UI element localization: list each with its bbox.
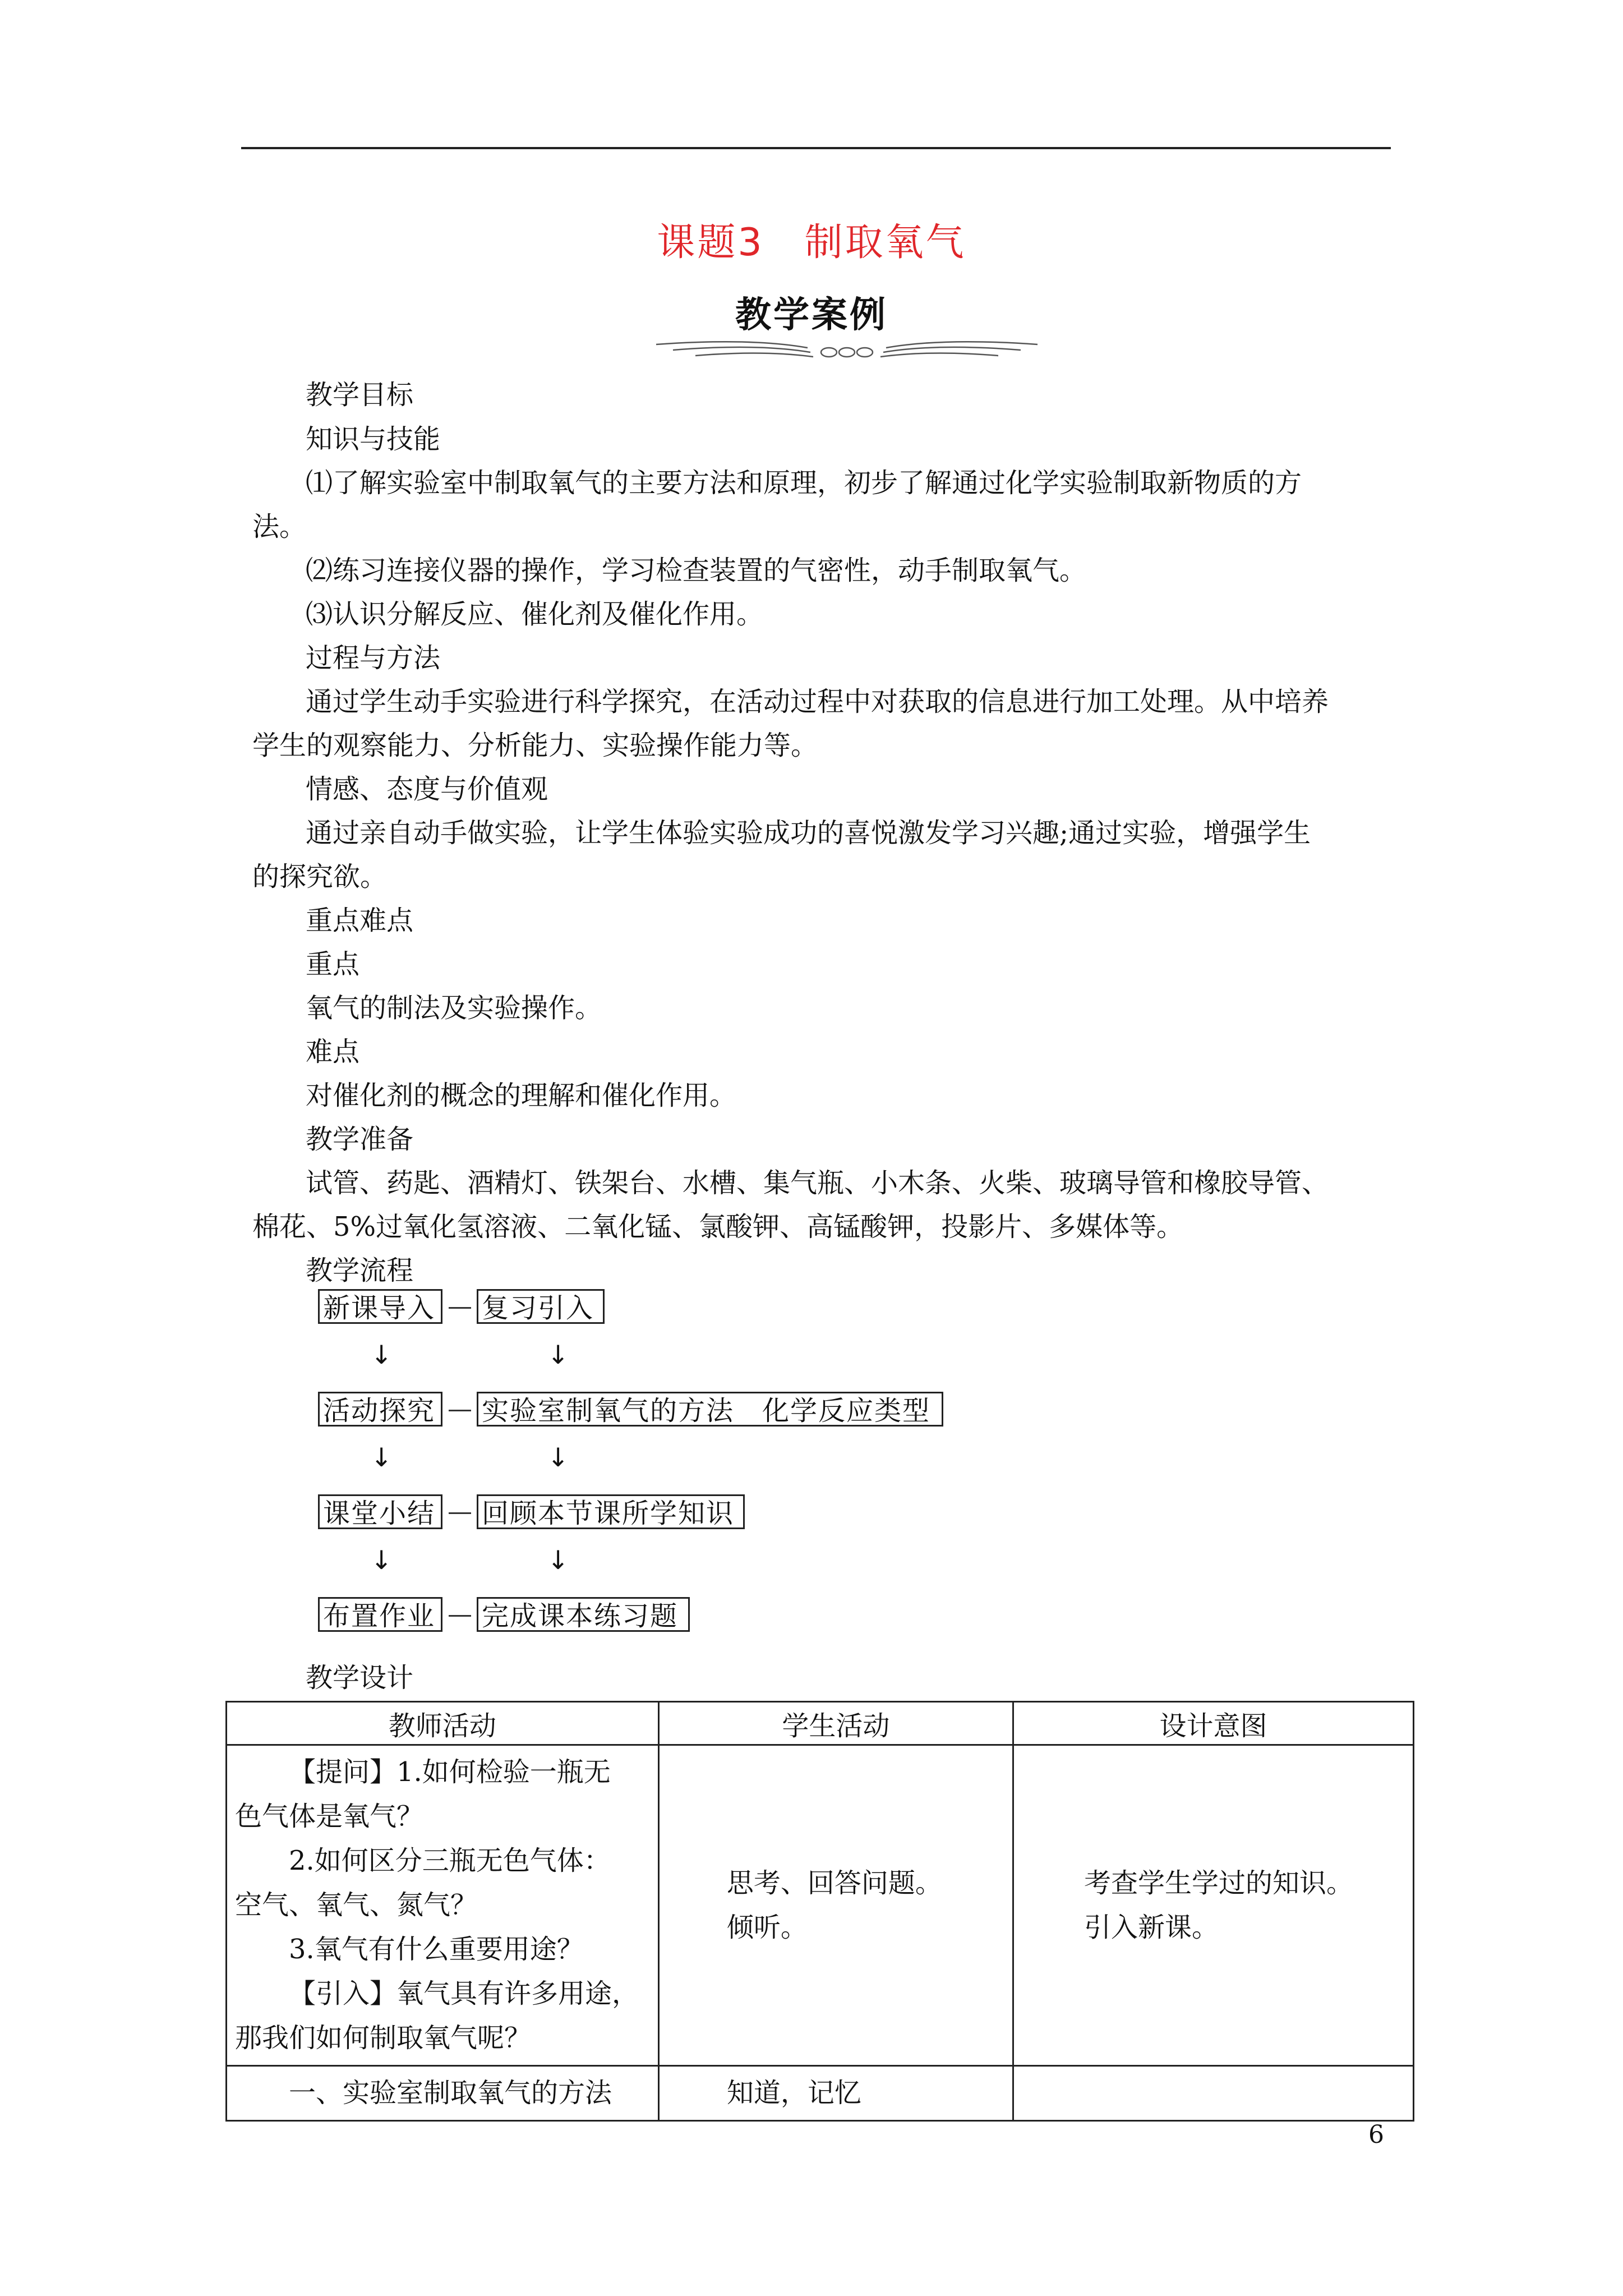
objective-item-3: ⑶认识分解反应、催化剂及催化作用。 bbox=[306, 599, 764, 630]
header-rule bbox=[241, 147, 1391, 149]
flow-stage-2: 活动探究 bbox=[318, 1392, 442, 1427]
student-activity-cell bbox=[658, 1745, 1013, 2066]
teacher-line: 那我们如何制取氧气呢？ bbox=[235, 2022, 532, 2054]
process-text-cont: 学生的观察能力、分析能力、实验操作能力等。 bbox=[252, 730, 818, 761]
teacher-line: 空气、氧气、氮气？ bbox=[235, 1889, 478, 1921]
down-arrow-icon: ↓ bbox=[547, 1442, 569, 1473]
teacher-line: 2.如何区分三瓶无色气体： bbox=[289, 1845, 611, 1876]
objective-item-2: ⑵练习连接仪器的操作，学习检查装置的气密性，动手制取氧气。 bbox=[306, 555, 1087, 586]
design-intent-cell bbox=[1013, 2066, 1413, 2121]
column-header: 学生活动 bbox=[658, 1702, 1013, 1745]
case-title: 教学案例 bbox=[735, 295, 888, 336]
flow-stage-1: 新课导入 bbox=[318, 1289, 442, 1324]
student-activity-cell: 知道，记忆 bbox=[658, 2066, 1013, 2121]
flow-connector bbox=[449, 1410, 471, 1411]
preparation-text-cont: 棉花、5%过氧化氢溶液、二氧化锰、氯酸钾、高锰酸钾，投影片、多媒体等。 bbox=[252, 1211, 1184, 1243]
page-number: 6 bbox=[1368, 2120, 1384, 2149]
down-arrow-icon: ↓ bbox=[370, 1442, 393, 1473]
intent-line: 考查学生学过的知识。 bbox=[1083, 1867, 1353, 1899]
flow-detail-4: 完成课本练习题 bbox=[477, 1597, 690, 1632]
flow-stage-3: 课堂小结 bbox=[318, 1494, 442, 1529]
emotion-heading: 情感、态度与价值观 bbox=[306, 774, 548, 805]
process-text: 通过学生动手实验进行科学探究，在活动过程中对获取的信息进行加工处理。从中培养 bbox=[306, 686, 1329, 717]
student-line: 倾听。 bbox=[726, 1911, 808, 1943]
flow-heading: 教学流程 bbox=[306, 1255, 414, 1286]
lesson-title: 课题3 制取氧气 bbox=[657, 220, 966, 265]
key-heading: 重点 bbox=[306, 949, 360, 980]
design-intent-cell bbox=[1013, 1745, 1413, 2066]
difficult-text: 对催化剂的概念的理解和催化作用。 bbox=[306, 1080, 737, 1111]
preparation-heading: 教学准备 bbox=[306, 1124, 414, 1155]
teacher-line: 【提问】1.如何检验一瓶无 bbox=[289, 1756, 611, 1788]
table-row bbox=[227, 1745, 1414, 2066]
table-row bbox=[227, 2066, 1414, 2121]
teacher-activity-cell bbox=[227, 1745, 659, 2066]
column-header: 教师活动 bbox=[227, 1702, 659, 1745]
flow-detail-1: 复习引入 bbox=[477, 1289, 605, 1324]
down-arrow-icon: ↓ bbox=[370, 1545, 393, 1575]
objective-item-1-cont: 法。 bbox=[252, 511, 307, 542]
design-heading: 教学设计 bbox=[306, 1662, 414, 1694]
teacher-line: 【引入】氧气具有许多用途， bbox=[289, 1978, 639, 2009]
ornament-divider-icon bbox=[651, 332, 1043, 366]
objective-item-1: ⑴了解实验室中制取氧气的主要方法和原理，初步了解通过化学实验制取新物质的方 bbox=[306, 467, 1302, 499]
flow-connector bbox=[449, 1615, 471, 1617]
flow-detail-2: 实验室制氧气的方法 化学反应类型 bbox=[477, 1392, 943, 1427]
flow-connector bbox=[449, 1512, 471, 1514]
key-text: 氧气的制法及实验操作。 bbox=[306, 992, 602, 1024]
table-header-row bbox=[227, 1702, 1414, 1745]
emotion-text-cont: 的探究欲。 bbox=[252, 861, 388, 892]
process-heading: 过程与方法 bbox=[306, 642, 441, 674]
flow-stage-4: 布置作业 bbox=[318, 1597, 442, 1632]
teacher-line: 3.氧气有什么重要用途？ bbox=[289, 1934, 584, 1965]
intent-line: 引入新课。 bbox=[1083, 1911, 1219, 1943]
flow-connector bbox=[449, 1307, 471, 1309]
design-table bbox=[225, 1701, 1414, 2122]
preparation-text: 试管、药匙、酒精灯、铁架台、水槽、集气瓶、小木条、火柴、玻璃导管和橡胶导管、 bbox=[306, 1167, 1329, 1199]
student-line: 思考、回答问题。 bbox=[726, 1867, 942, 1899]
knowledge-heading: 知识与技能 bbox=[306, 424, 441, 455]
down-arrow-icon: ↓ bbox=[370, 1340, 393, 1370]
teacher-activity-cell: 一、实验室制取氧气的方法 bbox=[227, 2066, 659, 2121]
teacher-line: 色气体是氧气？ bbox=[235, 1801, 424, 1832]
down-arrow-icon: ↓ bbox=[547, 1545, 569, 1575]
objectives-heading: 教学目标 bbox=[306, 379, 414, 411]
column-header: 设计意图 bbox=[1013, 1702, 1413, 1745]
flow-detail-3: 回顾本节课所学知识 bbox=[477, 1494, 745, 1529]
keypoints-heading: 重点难点 bbox=[306, 905, 414, 936]
difficult-heading: 难点 bbox=[306, 1036, 360, 1068]
emotion-text: 通过亲自动手做实验，让学生体验实验成功的喜悦激发学习兴趣;通过实验，增强学生 bbox=[306, 817, 1311, 849]
down-arrow-icon: ↓ bbox=[547, 1340, 569, 1370]
